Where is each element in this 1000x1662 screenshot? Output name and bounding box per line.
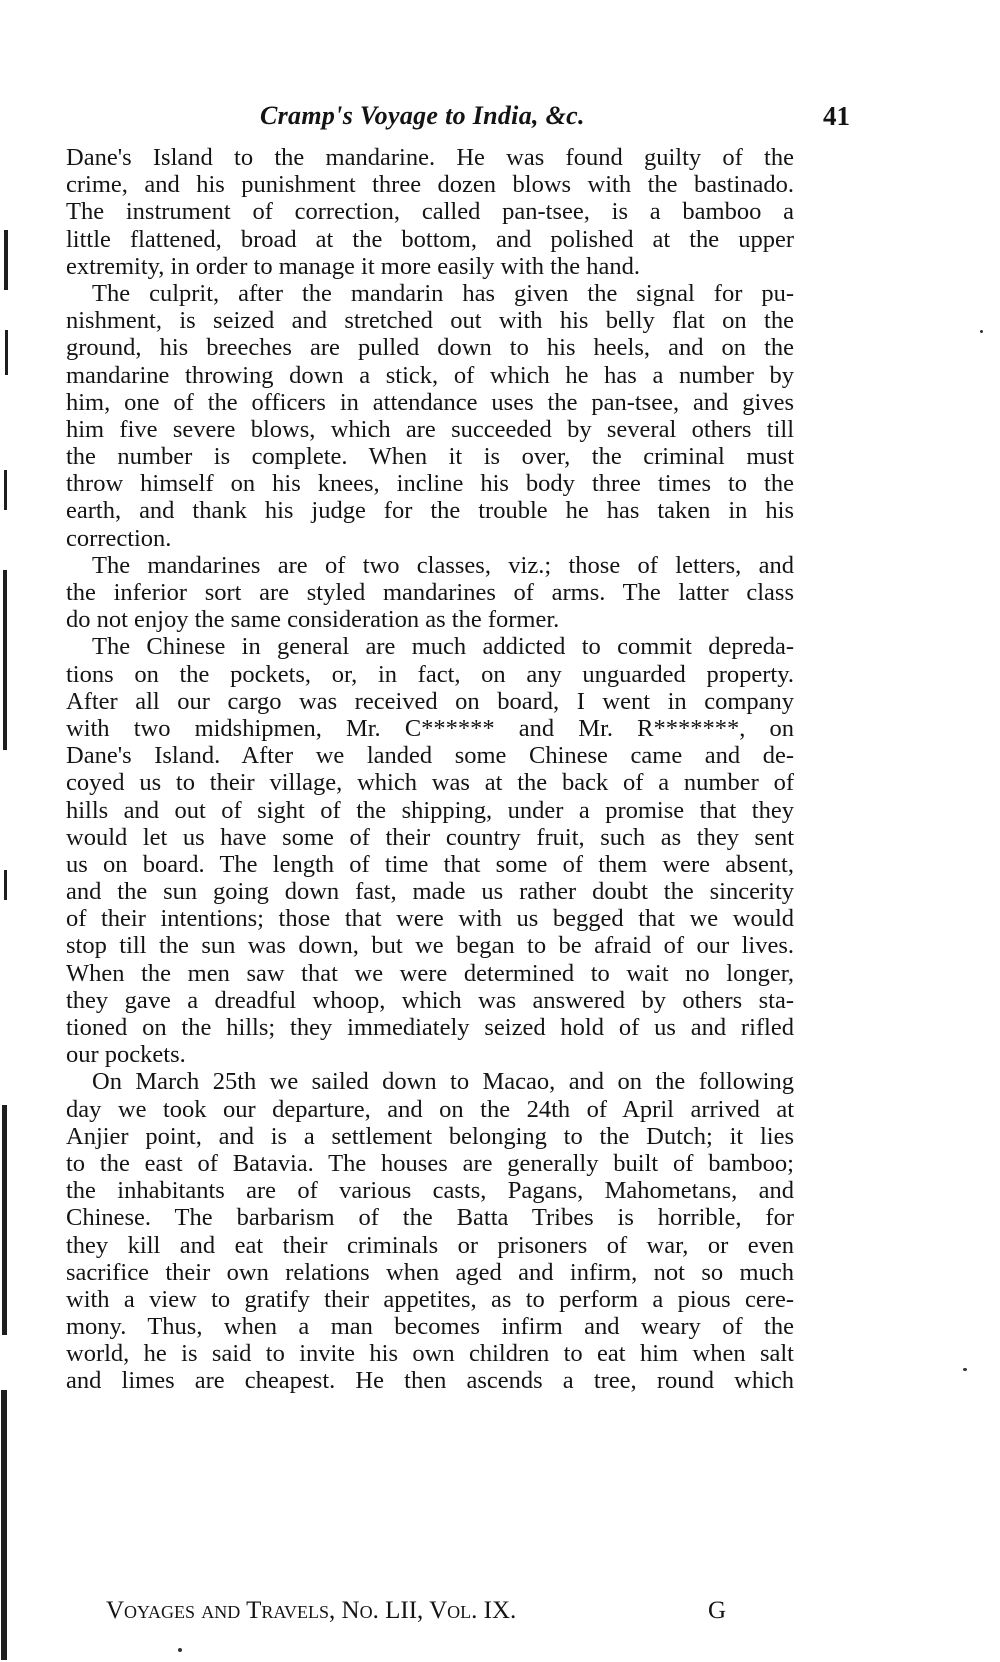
text-line: him five severe blows, which are succeeded by several others till [66,415,794,443]
text-line: would let us have some of their country fruit, such as they sent [66,823,794,851]
text-line: stop till the sun was down, but we began to be afraid of our lives. [66,932,794,960]
text-line: The instrument of correction, called pan-tsee, is a bamboo a [66,198,794,226]
text-line: correction. [66,524,172,552]
text-line: tioned on the hills; they immediately seized hold of us and rifled [66,1014,794,1041]
text-line: our pockets. [66,1041,186,1069]
text-line: with a view to gratify their appetites, as to perform a pious cere- [66,1285,794,1313]
text-line: mandarine throwing down a stick, of which he has a number by [66,361,794,389]
text-line: the inhabitants are of various casts, Pagans, Mahometans, and [66,1177,794,1205]
binding-mark [2,1105,7,1335]
binding-mark [1,1390,7,1660]
text-line: extremity, in order to manage it more easily with the hand. [66,252,640,280]
text-line: ground, his breeches are pulled down to his heels, and on the [66,334,794,362]
text-line: Chinese. The barbarism of the Batta Tribes is horrible, for [66,1204,794,1232]
text-line: and the sun going down fast, made us rather doubt the sincerity [66,878,794,906]
text-line: world, he is said to invite his own children to eat him when salt [66,1340,794,1368]
text-line: coyed us to their village, which was at the back of a number of [66,769,794,797]
text-line: nishment, is seized and stretched out with his belly flat on the [66,307,794,335]
text-line: us on board. The length of time that some of them were absent, [66,850,794,878]
text-line: tions on the pockets, or, in fact, on any unguarded property. [66,660,794,688]
text-line: him, one of the officers in attendance uses the pan-tsee, and gives [66,388,794,416]
binding-edge-shadow [0,0,26,1662]
text-line: The Chinese in general are much addicted to commit depreda- [92,633,794,661]
text-body [66,144,794,1395]
ink-speck [980,330,983,333]
ink-speck [178,1648,182,1652]
text-line: the number is complete. When it is over, the criminal must [66,443,794,471]
text-line: of their intentions; those that were with us begged that we would [66,905,794,933]
binding-mark [4,870,7,900]
ink-speck [963,1368,967,1371]
text-line: crime, and his punishment three dozen blows with the bastinado. [66,171,794,199]
text-line: with two midshipmen, Mr. C****** and Mr. R*******, on [66,714,794,742]
text-line: After all our cargo was received on board, I went in company [66,687,794,715]
binding-mark [4,230,8,290]
text-line: Dane's Island. After we landed some Chinese came and de- [66,742,794,770]
running-title: Cramp's Voyage to India, &c. [260,101,585,130]
text-line: little flattened, broad at the bottom, and polished at the upper [66,225,794,253]
text-line: throw himself on his knees, incline his body three times to the [66,470,794,498]
text-line: they kill and eat their criminals or prisoners of war, or even [66,1231,794,1259]
text-line: the inferior sort are styled mandarines of arms. The latter class [66,579,794,606]
signature-line: Voyages and Travels, No. LII, Vol. IX. [106,1597,517,1624]
text-line: and limes are cheapest. He then ascends a tree, round which [66,1367,794,1395]
text-line: The mandarines are of two classes, viz.; those of letters, and [92,551,794,579]
text-line: Anjier point, and is a settlement belonging to the Dutch; it lies [66,1122,794,1150]
binding-mark [4,470,7,510]
page-number: 41 [823,101,850,131]
text-line: hills and out of sight of the shipping, under a promise that they [66,796,794,824]
text-line: mony. Thus, when a man becomes infirm and weary of the [66,1313,794,1341]
text-line: to the east of Batavia. The houses are generally built of bamboo; [66,1149,794,1177]
text-line: they gave a dreadful whoop, which was answered by others sta- [66,986,794,1014]
text-line: The culprit, after the mandarin has given the signal for pu- [92,279,794,307]
text-line: earth, and thank his judge for the trouble he has taken in his [66,497,794,525]
text-line: day we took our departure, and on the 24th of April arrived at [66,1095,794,1123]
text-line: Dane's Island to the mandarine. He was found guilty of the [66,144,794,171]
page-header [260,98,850,134]
text-line: On March 25th we sailed down to Macao, and on the following [92,1068,794,1096]
text-line: sacrifice their own relations when aged and infirm, not so much [66,1258,794,1286]
signature-mark: G [707,1597,726,1624]
binding-mark [3,570,7,750]
text-line: do not enjoy the same consideration as the former. [66,606,560,634]
text-line: When the men saw that we were determined to wait no longer, [66,959,794,987]
page-footer [106,1594,726,1628]
binding-mark [5,330,8,375]
